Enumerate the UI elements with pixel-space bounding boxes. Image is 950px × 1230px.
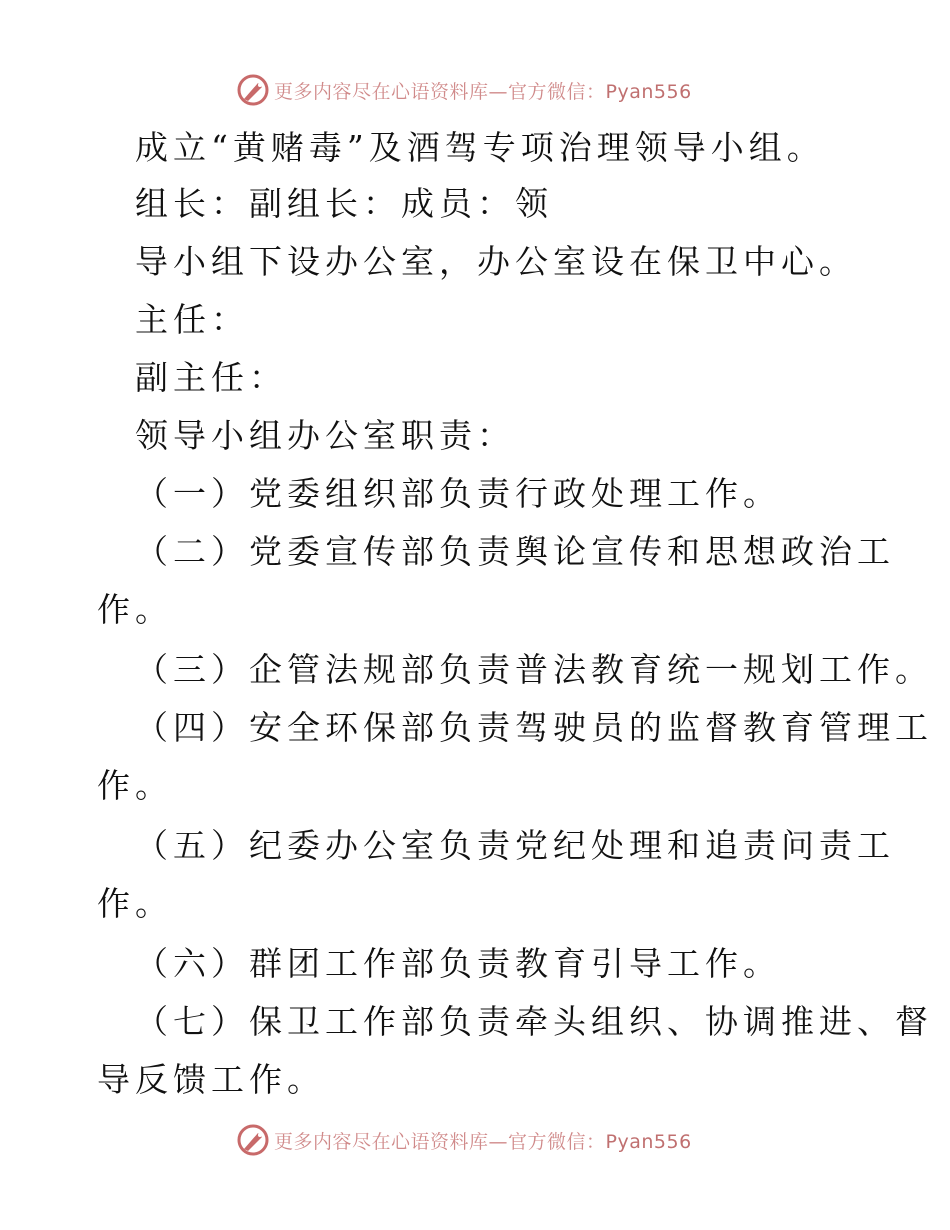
body-line: 作。 <box>97 884 173 923</box>
pen-nib-logo-icon <box>236 73 270 107</box>
body-line: （六）群团工作部负责教育引导工作。 <box>135 944 781 983</box>
footer-watermark <box>236 1122 692 1158</box>
body-line: 组长：副组长：成员：领 <box>135 184 553 223</box>
body-line: （五）纪委办公室负责党纪处理和追责问责工 <box>135 826 895 865</box>
body-line: 副主任： <box>135 358 287 397</box>
watermark-text <box>274 77 692 104</box>
pen-nib-logo-icon <box>236 1123 270 1157</box>
body-line: 导反馈工作。 <box>97 1060 325 1099</box>
watermark-wechat-id: Pyan556 <box>605 80 692 103</box>
header-watermark <box>236 72 692 108</box>
body-line: 作。 <box>97 766 173 805</box>
body-line: （三）企管法规部负责普法教育统一规划工作。 <box>135 650 933 689</box>
body-line: 作。 <box>97 590 173 629</box>
watermark-main-text: 更多内容尽在心语资料库—官方微信： <box>274 80 606 103</box>
body-line: （二）党委宣传部负责舆论宣传和思想政治工 <box>135 532 895 571</box>
watermark-main-text: 更多内容尽在心语资料库—官方微信： <box>274 1130 606 1153</box>
body-line: 主任： <box>135 300 249 339</box>
watermark-wechat-id: Pyan556 <box>605 1130 692 1153</box>
watermark-text <box>274 1127 692 1154</box>
body-line: 成立“黄赌毒”及酒驾专项治理领导小组。 <box>135 128 825 167</box>
body-line: （七）保卫工作部负责牵头组织、协调推进、督 <box>135 1002 933 1041</box>
body-line: 导小组下设办公室，办公室设在保卫中心。 <box>135 242 857 281</box>
body-line: （四）安全环保部负责驾驶员的监督教育管理工 <box>135 708 933 747</box>
body-line: （一）党委组织部负责行政处理工作。 <box>135 474 781 513</box>
body-line: 领导小组办公室职责： <box>135 416 515 455</box>
